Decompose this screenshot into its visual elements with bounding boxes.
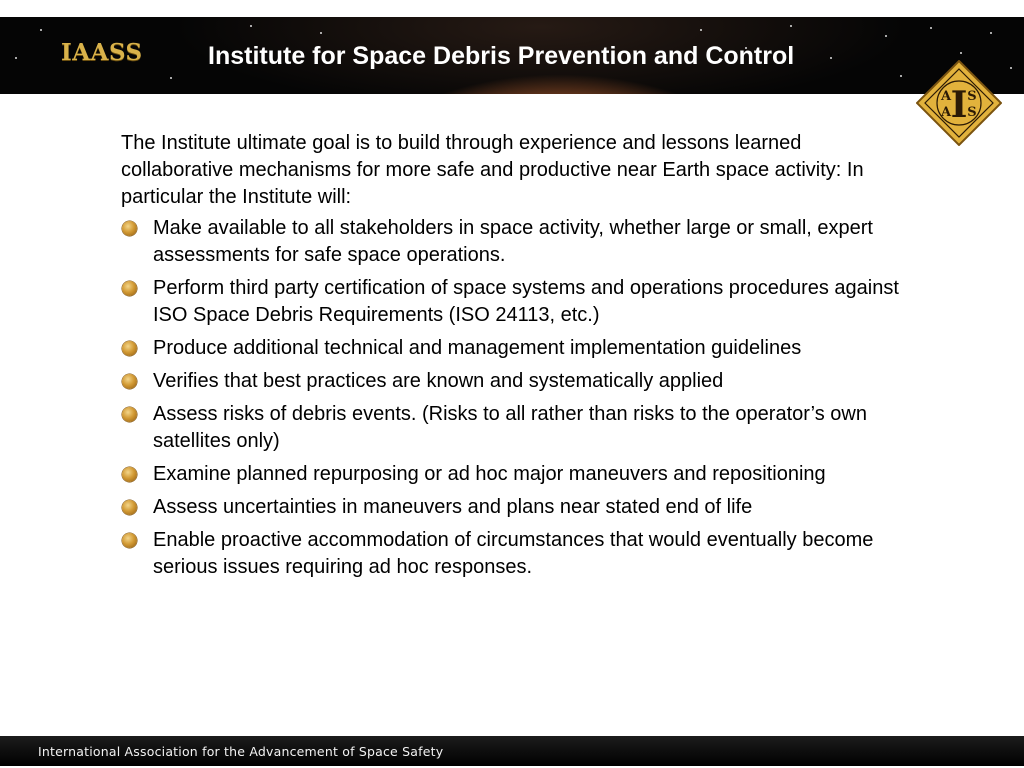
gold-ball-bullet-icon [122,533,137,548]
gold-ball-bullet-icon [122,341,137,356]
bullet-text: Assess risks of debris events. (Risks to all rather than risks to the operator’s own satellites only) [153,403,867,452]
emblem-letter-s: S [967,105,977,120]
list-item [121,368,911,395]
emblem-letter-a: A [940,89,952,104]
list-item [121,275,911,329]
intro-paragraph: The Institute ultimate goal is to build through experience and lessons learned collaborative mechanisms for more safe and productive near Earth space activity: In particular the Institute will: [121,132,864,208]
list-item [121,335,911,362]
header-banner [0,17,1024,94]
gold-ball-bullet-icon [122,467,137,482]
emblem-letter-a: A [940,105,952,120]
bullet-list [121,215,911,581]
list-item [121,461,911,488]
list-item [121,494,911,521]
gold-ball-bullet-icon [122,281,137,296]
bullet-text: Perform third party certification of space systems and operations procedures against ISO Space Debris Requirements (ISO 24113, etc.) [153,277,899,326]
list-item [121,215,911,269]
iaass-emblem-icon [916,60,1002,146]
emblem-letter-i: I [950,84,968,126]
gold-ball-bullet-icon [122,374,137,389]
bullet-text: Enable proactive accommodation of circumstances that would eventually become serious issues requiring ad hoc responses. [153,529,874,578]
bullet-text: Verifies that best practices are known and systematically applied [153,370,724,392]
list-item [121,527,911,581]
gold-ball-bullet-icon [122,221,137,236]
emblem-letter-s: S [967,89,977,104]
page-title: Institute for Space Debris Prevention and Control [208,42,795,70]
iaass-logo: IAASS [61,39,143,66]
bullet-text: Produce additional technical and management implementation guidelines [153,337,802,359]
gold-ball-bullet-icon [122,500,137,515]
gold-ball-bullet-icon [122,407,137,422]
bullet-text: Examine planned repurposing or ad hoc major maneuvers and repositioning [153,463,826,485]
footer-text: International Association for the Advancement of Space Safety [38,744,444,759]
footer-bar [0,736,1024,766]
bullet-text: Assess uncertainties in maneuvers and plans near stated end of life [153,496,753,518]
slide-body [121,130,911,587]
list-item [121,401,911,455]
bullet-text: Make available to all stakeholders in space activity, whether large or small, expert assessments for safe space operations. [153,217,873,266]
